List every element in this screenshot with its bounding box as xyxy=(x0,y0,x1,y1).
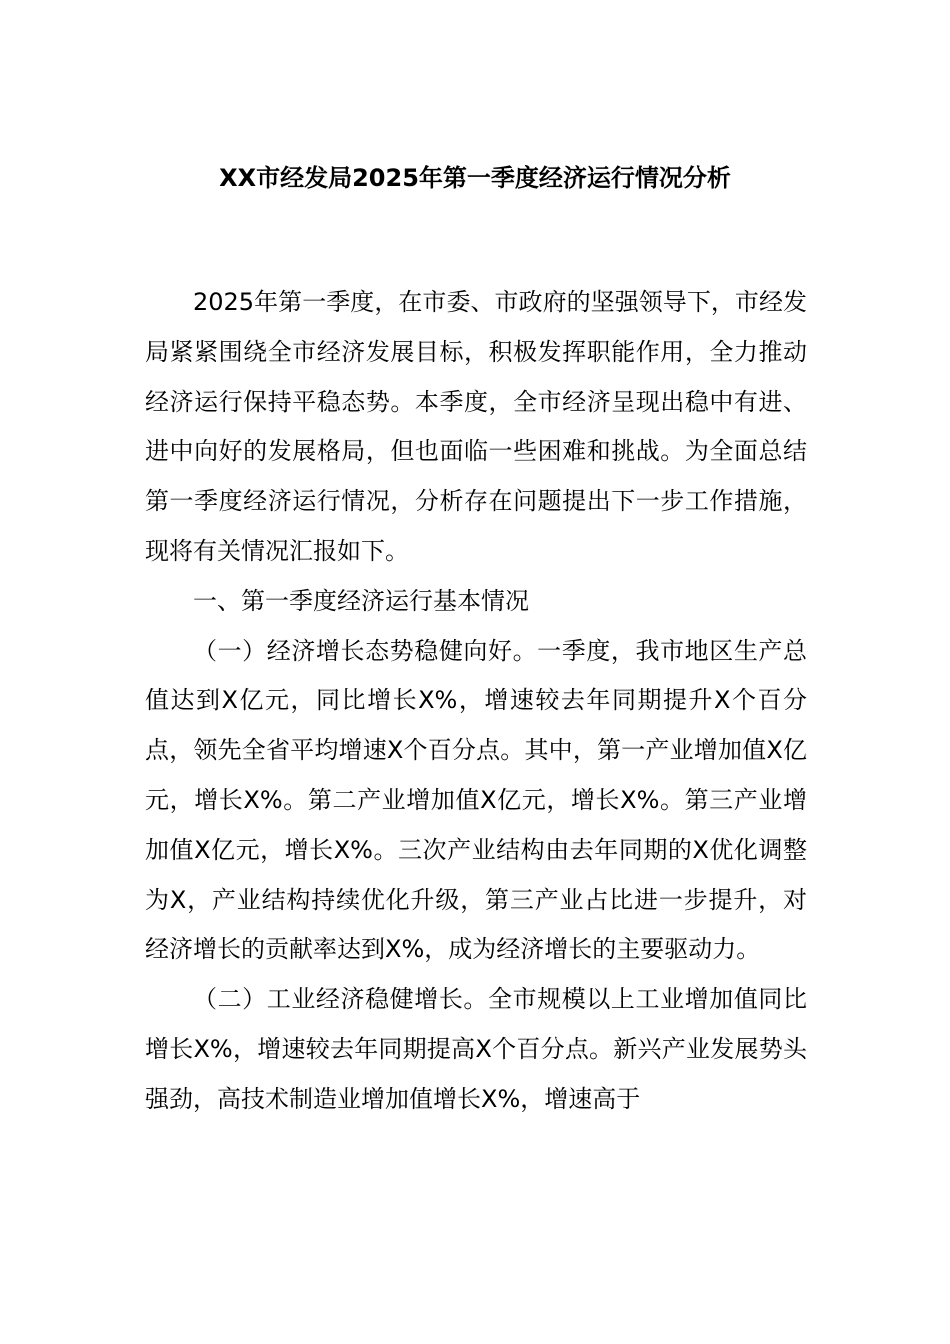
intro-paragraph: 2025年第一季度，在市委、市政府的坚强领导下，市经发局紧紧围绕全市经济发展目标，积极发挥职能作用，全力推动经济运行保持平稳态势。本季度，全市经济呈现出稳中有进、进中向好的发展格局，但也面临一些困难和挑战。为全面总结第一季度经济运行情况，分析存在问题提出下一步工作措施，现将有关情况汇报如下。 xyxy=(145,288,807,565)
paragraph-industrial-economy: （二）工业经济稳健增长。全市规模以上工业增加值同比增长X%，增速较去年同期提高X个百分点。新兴产业发展势头强劲，高技术制造业增加值增长X%，增速高于 xyxy=(145,985,807,1113)
section-heading: 一、第一季度经济运行基本情况 xyxy=(193,586,529,615)
document-body xyxy=(145,278,807,1125)
paragraph-economic-growth: （一）经济增长态势稳健向好。一季度，我市地区生产总值达到X亿元，同比增长X%，增速较去年同期提升X个百分点，领先全省平均增速X个百分点。其中，第一产业增加值X亿元，增长X%。第二产业增加值X亿元，增长X%。第三产业增加值X亿元，增长X%。三次产业结构由去年同期的X优化调整为X，产业结构持续优化升级，第三产业占比进一步提升，对经济增长的贡献率达到X%，成为经济增长的主要驱动力。 xyxy=(145,636,807,964)
document-title: XX市经发局2025年第一季度经济运行情况分析 xyxy=(219,164,731,192)
